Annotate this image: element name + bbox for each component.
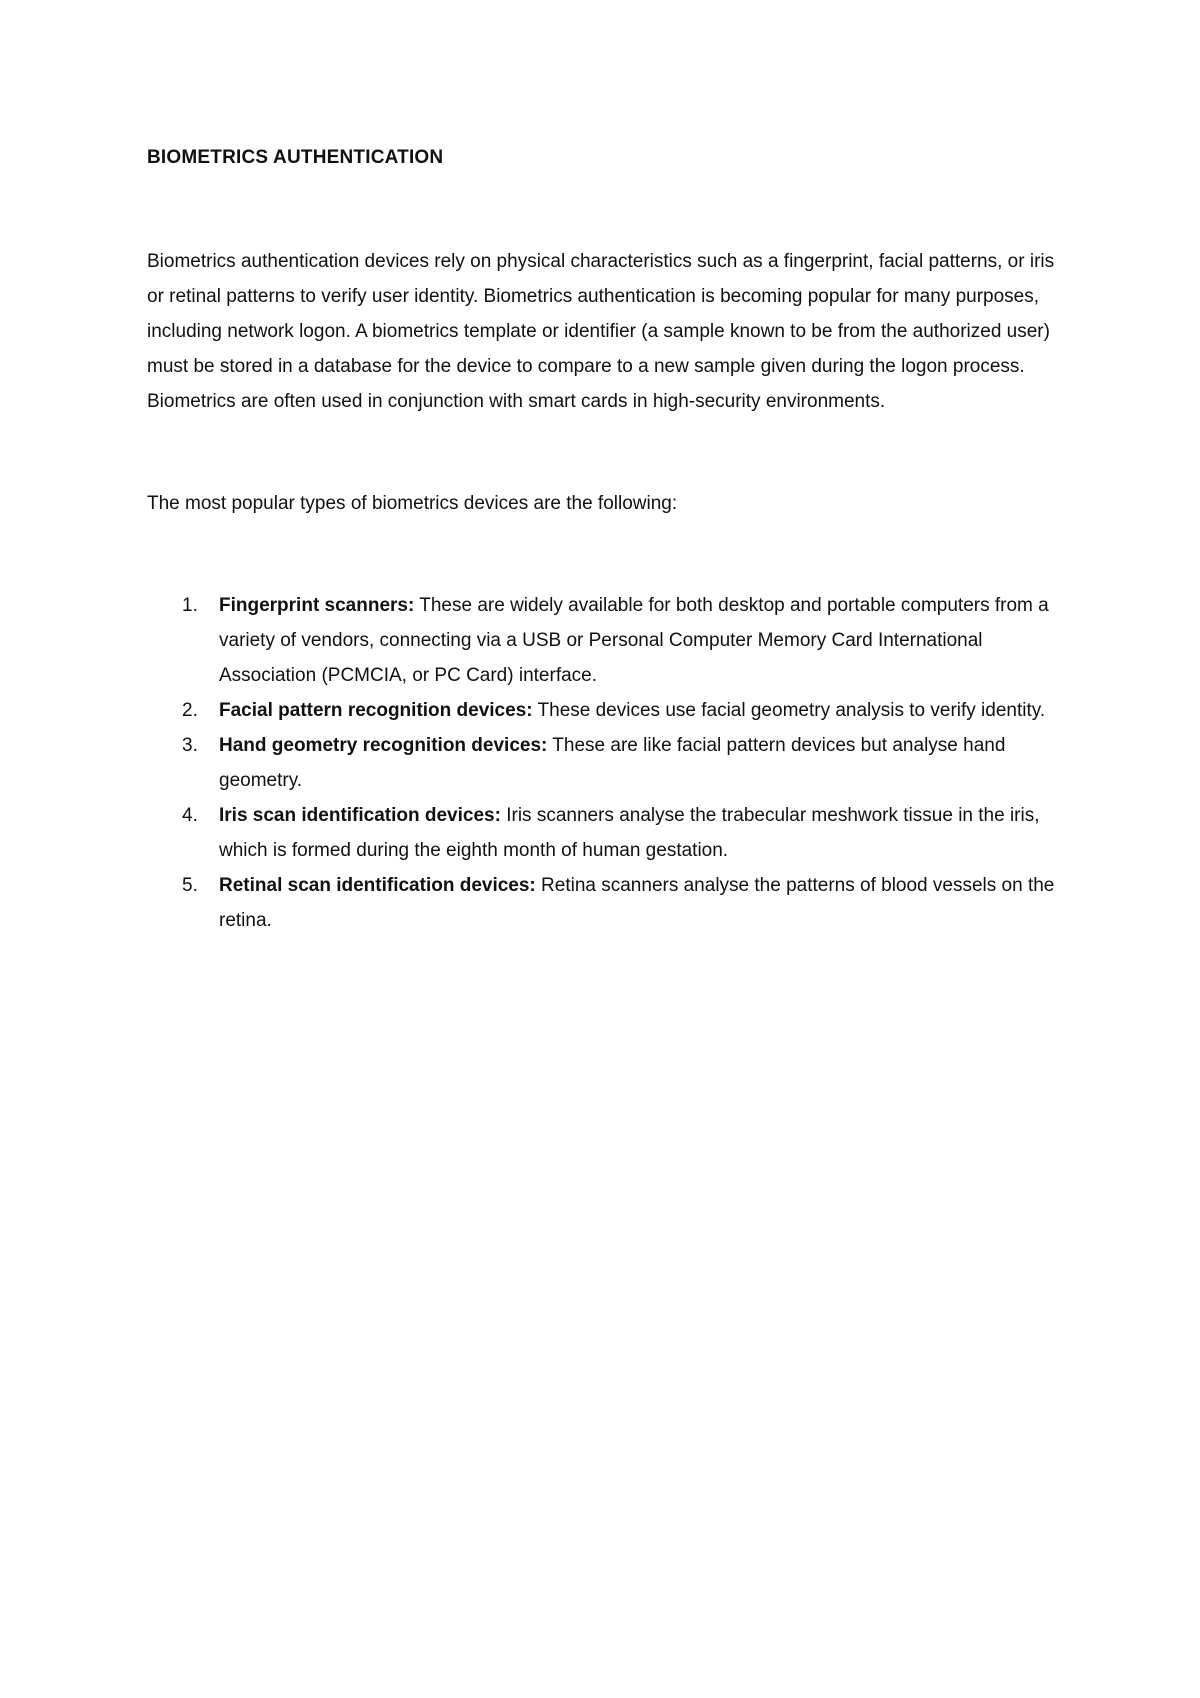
list-item-term: Facial pattern recognition devices: xyxy=(219,700,533,721)
list-item-term: Hand geometry recognition devices: xyxy=(219,735,548,756)
list-item-term: Retinal scan identification devices: xyxy=(219,875,536,896)
list-item-number: 5. xyxy=(182,875,198,896)
list-item-text: These are like facial pattern devices but analyse hand geometry. xyxy=(219,735,1006,791)
list-item-text: Retina scanners analyse the patterns of blood vessels on the retina. xyxy=(219,875,1055,931)
list-item-term: Fingerprint scanners: xyxy=(219,595,415,616)
list-item xyxy=(147,868,1067,938)
document-title: BIOMETRICS AUTHENTICATION xyxy=(147,147,444,168)
list-item-text: These are widely available for both desktop and portable computers from a variety of vendors, connecting via a USB or Personal Computer Memory Card International Association (PCMCIA, or PC Card) interface. xyxy=(219,595,1049,686)
document-body xyxy=(147,146,1067,938)
body-paragraph: Biometrics authentication devices rely on physical characteristics such as a fingerprint, facial patterns, or iris or retinal patterns to verify user identity. Biometrics authentication is becoming popular for many purposes, including network logon. A biometrics template or identifier (a sample known to be from the authorized user) must be stored in a database for the device to compare to a new sample given during the logon process. Biometrics are often used in conjunction with smart cards in high-security environments. xyxy=(147,251,1055,412)
list-item-number: 3. xyxy=(182,735,198,756)
list-item xyxy=(147,728,1067,798)
list-item xyxy=(147,588,1067,693)
list-item xyxy=(147,693,1067,728)
list-item-number: 1. xyxy=(182,595,198,616)
list-item-text: Iris scanners analyse the trabecular meshwork tissue in the iris, which is formed during the eighth month of human gestation. xyxy=(219,805,1040,861)
device-list xyxy=(147,588,1067,938)
list-intro: The most popular types of biometrics devices are the following: xyxy=(147,493,678,514)
list-item-number: 2. xyxy=(182,700,198,721)
list-item-text: These devices use facial geometry analysis to verify identity. xyxy=(532,700,1046,721)
list-item xyxy=(147,798,1067,868)
list-item-number: 4. xyxy=(182,805,198,826)
list-item-term: Iris scan identification devices: xyxy=(219,805,501,826)
